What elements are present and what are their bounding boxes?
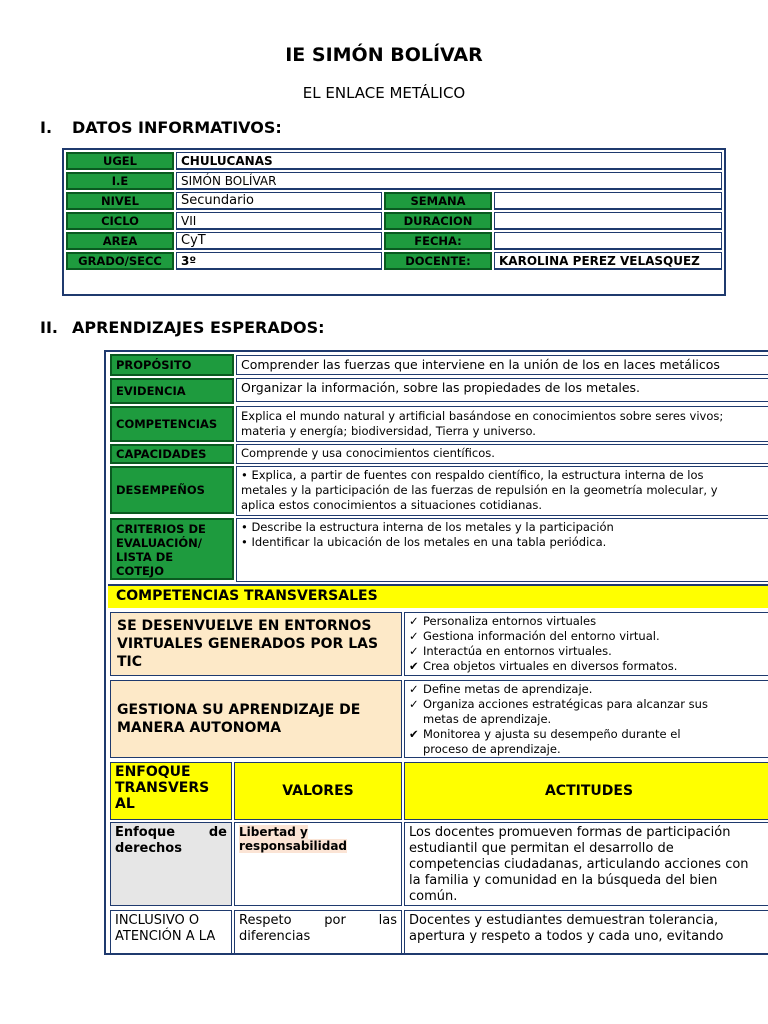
duracion-value: [494, 212, 722, 230]
checkmark-icon: ✓: [409, 644, 419, 658]
section-number: II.: [40, 318, 58, 337]
competencia-autonoma-list: [404, 680, 768, 758]
checkmark-icon: ✓: [409, 629, 419, 643]
ciclo-value: VII: [176, 212, 382, 230]
ugel-value: CHULUCANAS: [176, 152, 722, 170]
area-value: CyT: [176, 232, 382, 250]
actitud-inclusivo: [404, 910, 768, 955]
area-label: AREA: [66, 232, 174, 250]
checkmark-icon: ✔: [409, 727, 419, 741]
criterios-label-line: COTEJO: [116, 564, 164, 578]
list-item: metas de aprendizaje.: [423, 712, 552, 726]
actitud-derechos: [404, 822, 768, 906]
list-item: proceso de aprendizaje.: [423, 742, 561, 756]
enfoque-inclusivo: INCLUSIVO O ATENCIÓN A LA: [110, 910, 232, 955]
enfoque-text: Enfoque de derechos: [115, 825, 227, 856]
duracion-label: DURACION: [384, 212, 492, 230]
actitud-line: la familia y comunidad en la búsqueda del bien: [409, 873, 718, 888]
list-item: ✓ Define metas de aprendizaje.: [409, 682, 593, 696]
ciclo-label: CICLO: [66, 212, 174, 230]
list-item: ✓ Interactúa en entornos virtuales.: [409, 644, 612, 658]
actitud-line: estudiantil que permitan el desarrollo de: [409, 841, 674, 856]
proposito-value: Comprender las fuerzas que interviene en la unión de los en laces metálicos: [236, 355, 768, 375]
ie-value: SIMÓN BOLÍVAR: [176, 172, 722, 190]
criterios-label: [110, 518, 234, 580]
competencia-autonoma: GESTIONA SU APRENDIZAJE DE MANERA AUTONOMA: [110, 680, 402, 758]
actitud-line: competencias ciudadanas, articulando acciones con: [409, 857, 749, 872]
fecha-label: FECHA:: [384, 232, 492, 250]
valor-libertad: [234, 822, 402, 906]
checkmark-icon: ✓: [409, 697, 419, 711]
datos-informativos-table: [62, 148, 726, 296]
grado-label: GRADO/SECC: [66, 252, 174, 270]
section-label: APRENDIZAJES ESPERADOS:: [72, 318, 325, 337]
enfoque-derechos: [110, 822, 232, 906]
list-item: ✓ Organiza acciones estratégicas para alcanzar sus: [409, 697, 708, 711]
aprendizajes-table: [104, 350, 768, 955]
competencias-line: materia y energía; biodiversidad, Tierra y universo.: [241, 424, 536, 438]
section-label: DATOS INFORMATIVOS:: [72, 118, 282, 137]
criterios-value: [236, 518, 768, 582]
ugel-label: UGEL: [66, 152, 174, 170]
criterios-line: • Identificar la ubicación de los metales en una tabla periódica.: [241, 535, 607, 549]
criterios-label-line: LISTA DE: [116, 550, 174, 564]
docente-label: DOCENTE:: [384, 252, 492, 270]
competencias-label: COMPETENCIAS: [110, 406, 234, 442]
competencias-value: [236, 406, 768, 442]
ie-label: I.E: [66, 172, 174, 190]
actitud-line: común.: [409, 889, 458, 904]
section-number: I.: [40, 118, 53, 137]
grado-value: 3º: [176, 252, 382, 270]
enfoque-header: ENFOQUE TRANSVERS AL: [110, 762, 232, 820]
desempenos-value: [236, 466, 768, 516]
capacidades-label: CAPACIDADES: [110, 444, 234, 464]
checkmark-icon: ✔: [409, 659, 419, 673]
valor-text: Libertad y responsabilidad: [239, 825, 348, 853]
criterios-label-line: EVALUACIÓN/: [116, 536, 202, 550]
list-item: ✔ Crea objetos virtuales en diversos formatos.: [409, 659, 678, 673]
document-title: IE SIMÓN BOLÍVAR: [285, 44, 483, 66]
valor-respeto: Respeto por las diferencias: [234, 910, 402, 955]
actitud-line: Docentes y estudiantes demuestran tolerancia,: [409, 913, 719, 928]
document-subtitle: EL ENLACE METÁLICO: [302, 84, 466, 102]
fecha-value: [494, 232, 722, 250]
actitud-line: apertura y respeto a todos y cada uno, evitando: [409, 929, 724, 944]
valores-header: VALORES: [234, 762, 402, 820]
evidencia-value: Organizar la información, sobre las propiedades de los metales.: [236, 378, 768, 402]
transversales-title: COMPETENCIAS TRANSVERSALES: [108, 584, 768, 608]
competencia-tic-list: [404, 612, 768, 676]
desempenos-line: metales y la participación de las fuerzas de repulsión en la geometría molecular, y: [241, 483, 718, 497]
desempenos-line: • Explica, a partir de fuentes con respaldo científico, la estructura interna de los: [241, 468, 704, 482]
criterios-line: • Describe la estructura interna de los metales y la participación: [241, 520, 614, 534]
list-item: ✓ Personaliza entornos virtuales: [409, 614, 597, 628]
capacidades-value: Comprende y usa conocimientos científicos.: [236, 444, 768, 464]
list-item: ✓ Gestiona información del entorno virtual.: [409, 629, 660, 643]
desempenos-line: aplica estos conocimientos a situaciones cotidianas.: [241, 498, 543, 512]
nivel-value: Secundario: [176, 192, 382, 210]
semana-value: [494, 192, 722, 210]
desempenos-label: DESEMPEÑOS: [110, 466, 234, 514]
actitudes-header: ACTITUDES: [404, 762, 768, 820]
checkmark-icon: ✓: [409, 614, 419, 628]
list-item: ✔ Monitorea y ajusta su desempeño durante el: [409, 727, 681, 741]
criterios-label-line: CRITERIOS DE: [116, 522, 206, 536]
section-heading-datos: [40, 118, 282, 137]
docente-value: KAROLINA PEREZ VELASQUEZ: [494, 252, 722, 270]
competencias-line: Explica el mundo natural y artificial basándose en conocimientos sobre seres vivos;: [241, 409, 724, 423]
nivel-label: NIVEL: [66, 192, 174, 210]
proposito-label: PROPÓSITO: [110, 354, 234, 376]
actitud-line: Los docentes promueven formas de participación: [409, 825, 731, 840]
competencia-tic: SE DESENVUELVE EN ENTORNOS VIRTUALES GENERADOS POR LAS TIC: [110, 612, 402, 676]
evidencia-label: EVIDENCIA: [110, 378, 234, 404]
checkmark-icon: ✓: [409, 682, 419, 696]
section-heading-aprendizajes: [40, 318, 325, 337]
semana-label: SEMANA: [384, 192, 492, 210]
